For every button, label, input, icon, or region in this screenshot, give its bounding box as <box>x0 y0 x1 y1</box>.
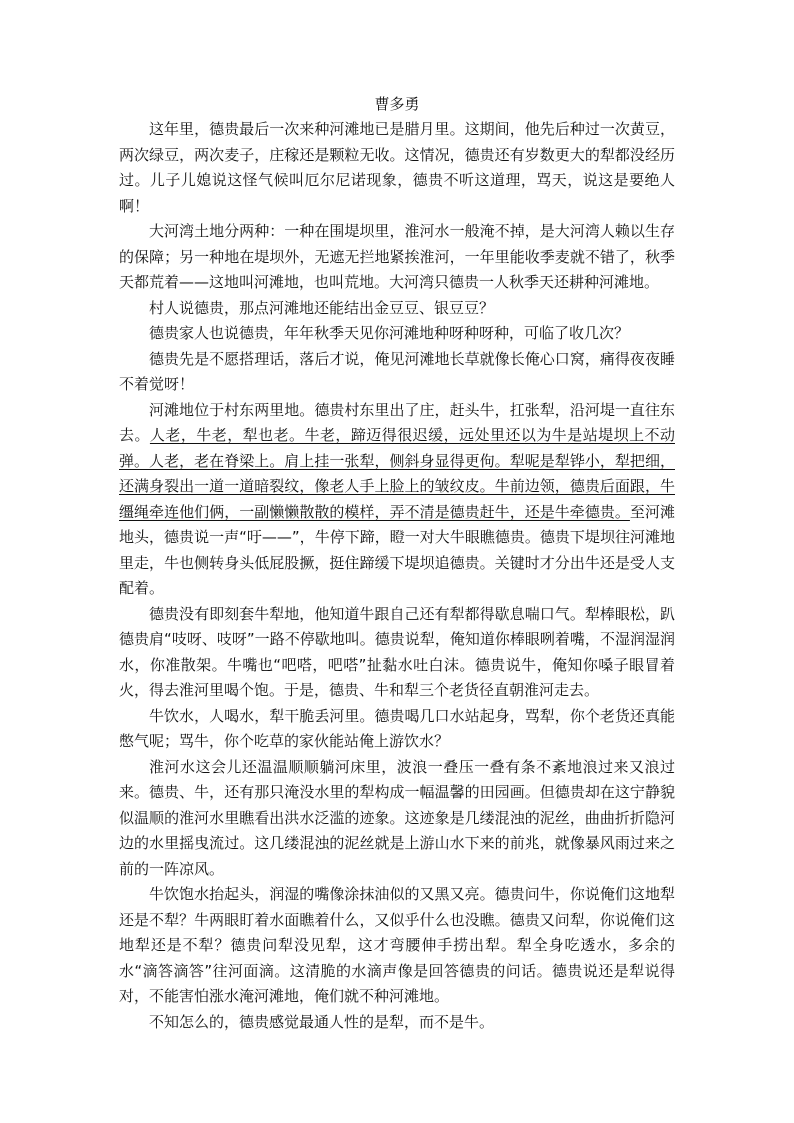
author-name: 曹多勇 <box>374 95 420 113</box>
paragraph-5: 德贵先是不愿搭理话，落后才说，俺见河滩地长草就像长俺心口窝，痛得夜夜睡不着觉呀！ <box>119 349 675 393</box>
paragraph-9: 淮河水这会儿还温温顺顺躺河床里，波浪一叠压一叠有条不紊地浪过来又浪过来。德贵、牛，还有那只淹没水里的犁构成一幅温馨的田园画。但德贵却在这宁静貌似温顺的淮河水里瞧看出洪水泛滥的迹象。这迹象是几缕混浊的泥丝，曲曲折折隐河边的水里摇曳流过。这几缕混浊的泥丝就是上游山水下来的前兆，就像暴风雨过来之前的一阵凉风。 <box>119 757 675 878</box>
paragraph-10: 牛饮饱水抬起头，润湿的嘴像涂抹油似的又黑又亮。德贵问牛，你说俺们这地犁还是不犁？牛两眼盯着水面瞧着什么，又似乎什么也没瞧。德贵又问犁，你说俺们这地犁还是不犁？德贵问犁没见犁，这才弯腰伸手捞出犁。犁全身吃透水，多余的水“滴答滴答”往河面滴。这清脆的水滴声像是回答德贵的问话。德贵说还是犁说得对，不能害怕涨水淹河滩地，俺们就不种河滩地。 <box>119 885 675 1005</box>
paragraph-3: 村人说德贵，那点河滩地还能结出金豆豆、银豆豆？ <box>149 298 495 317</box>
paragraph-6-intro: 河滩地位于村东两里地。德贵村东里出了庄，赶头牛，扛张犁，沿河堤一直往东去。 <box>119 400 675 444</box>
underlined-passage: 人老，牛老，犁也老。牛老，蹄迈得很迟缓，远处里还以为牛是站堤坝上不动弹。人老，老在脊梁上。肩上挂一张犁，侧斜身显得更佝。犁呢是犁铧小，犁把细，还满身裂出一道一道暗裂纹，像老人手上脸上的皱纹皮。牛前边领，德贵后面跟，牛缰绳牵连他们俩，一副懒懒散散的模样，弄不清是德贵赶牛，还是牛牵德贵。 <box>119 426 675 521</box>
paragraph-6-ending: 至河滩地头，德贵说一声“吁——”，牛停下蹄，瞪一对大牛眼瞧德贵。德贵下堤坝往河滩地里走，牛也侧转身头低屁股撅，挺住蹄缓下堤坝追德贵。关键时才分出牛还是受人支配着。 <box>119 502 675 597</box>
paragraph-4: 德贵家人也说德贵，年年秋季天见你河滩地种呀种呀种，可临了收几次？ <box>149 324 630 342</box>
story-page <box>119 92 675 1035</box>
paragraph-8: 牛饮水，人喝水，犁干脆丢河里。德贵喝几口水站起身，骂犁，你个老货还真能憋气呢；骂牛，你个吃草的家伙能站俺上游饮水？ <box>119 706 675 750</box>
paragraph-7: 德贵没有即刻套牛犁地，他知道牛跟自己还有犁都得歇息喘口气。犁棒眼松，趴德贵肩“吱呀、吱呀”一路不停歇地叫。德贵说犁，俺知道你棒眼咧着嘴，不湿润湿润水，你准散架。牛嘴也“吧嗒，吧嗒”扯黏水吐白沫。德贵说牛，俺知你嗓子眼冒着火，得去淮河里喝个饱。于是，德贵、牛和犁三个老货径直朝淮河走去。 <box>119 604 675 699</box>
paragraph-6 <box>119 398 675 602</box>
paragraph-2: 大河湾土地分两种：一种在围堤坝里，淮河水一般淹不掉，是大河湾人赖以生存的保障；另一种地在堤坝外，无遮无拦地紧挨淮河，一年里能收季麦就不错了，秋季天都荒着——这地叫河滩地，也叫荒地。大河湾只德贵一人秋季天还耕种河滩地。 <box>119 222 675 291</box>
paragraph-1: 这年里，德贵最后一次来种河滩地已是腊月里。这期间，他先后种过一次黄豆，两次绿豆，两次麦子，庄稼还是颗粒无收。这情况，德贵还有岁数更大的犁都没经历过。儿子儿媳说这怪气候叫厄尔尼诺现象，德贵不听这道理，骂天，说这是要绝人啊！ <box>119 120 675 215</box>
paragraph-11: 不知怎么的，德贵感觉最通人性的是犁，而不是牛。 <box>149 1012 495 1031</box>
